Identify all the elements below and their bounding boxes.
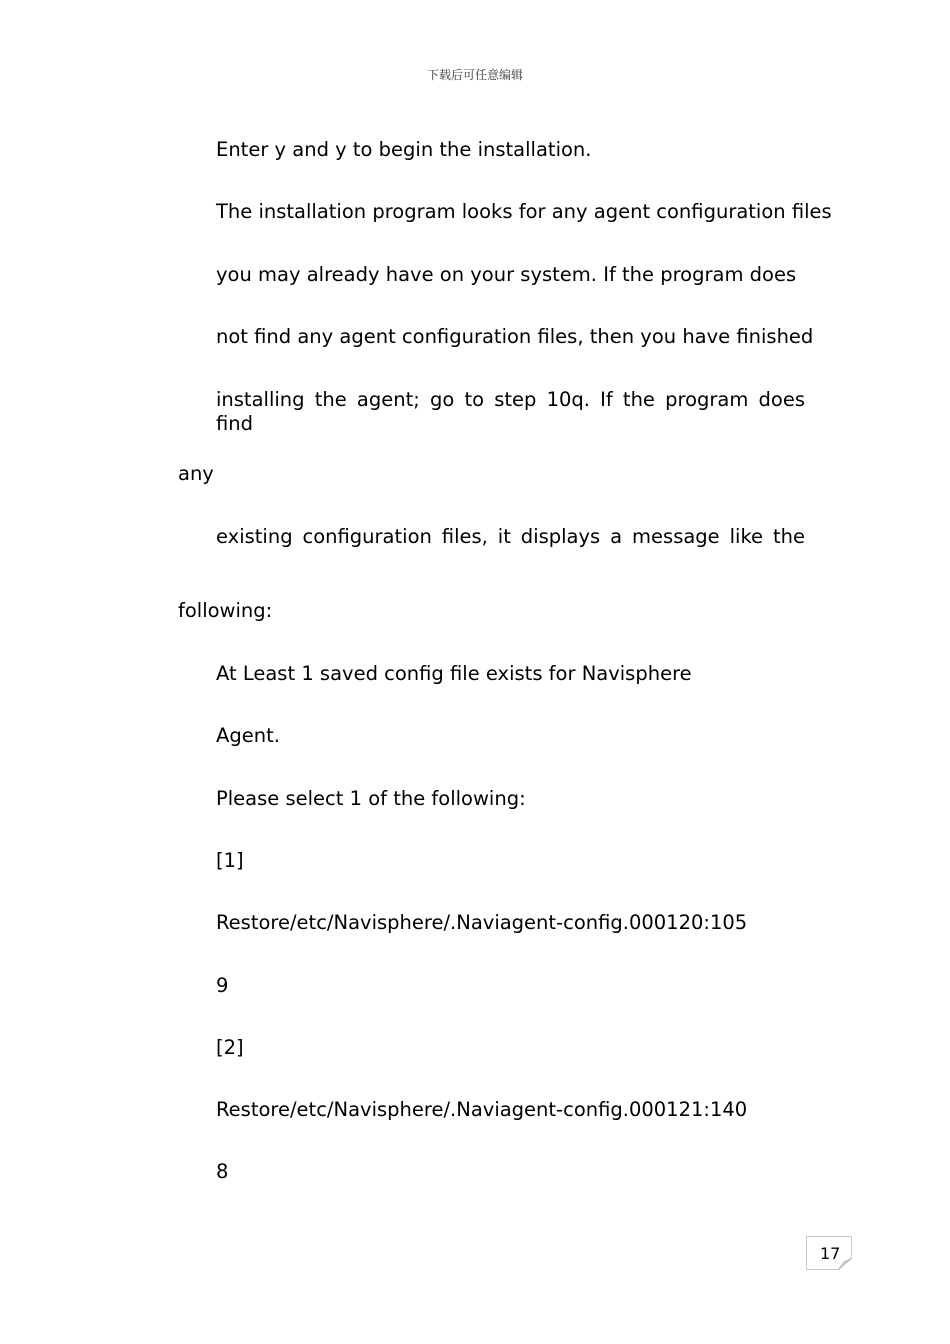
page-number-box — [806, 1236, 852, 1270]
body-line-13: Restore/etc/Navisphere/.Naviagent-config.000120:105 — [216, 911, 748, 934]
body-line-14: 9 — [216, 974, 229, 997]
body-line-12: [1] — [216, 849, 244, 872]
body-line-15: [2] — [216, 1036, 244, 1059]
body-line-9: At Least 1 saved config file exists for Navisphere — [216, 662, 692, 685]
body-line-5: installing the agent; go to step 10q. If the program does find — [216, 388, 805, 435]
page-number: 17 — [820, 1244, 841, 1263]
body-line-2: The installation program looks for any agent configuration files — [216, 200, 832, 223]
header-note: 下载后可任意编辑 — [426, 68, 523, 82]
body-line-4: not find any agent configuration files, then you have finished — [216, 325, 814, 348]
body-line-8: following: — [178, 599, 273, 622]
body-line-3: you may already have on your system. If the program does — [216, 263, 797, 286]
body-line-6: any — [178, 462, 214, 485]
body-line-10: Agent. — [216, 724, 280, 747]
body-line-16: Restore/etc/Navisphere/.Naviagent-config.000121:140 — [216, 1098, 748, 1121]
page-curl-icon — [838, 1258, 852, 1270]
body-line-1: Enter y and y to begin the installation. — [216, 138, 592, 161]
body-line-7: existing configuration files, it displays a message like the — [216, 525, 805, 548]
body-line-11: Please select 1 of the following: — [216, 787, 526, 810]
body-line-17: 8 — [216, 1160, 229, 1183]
